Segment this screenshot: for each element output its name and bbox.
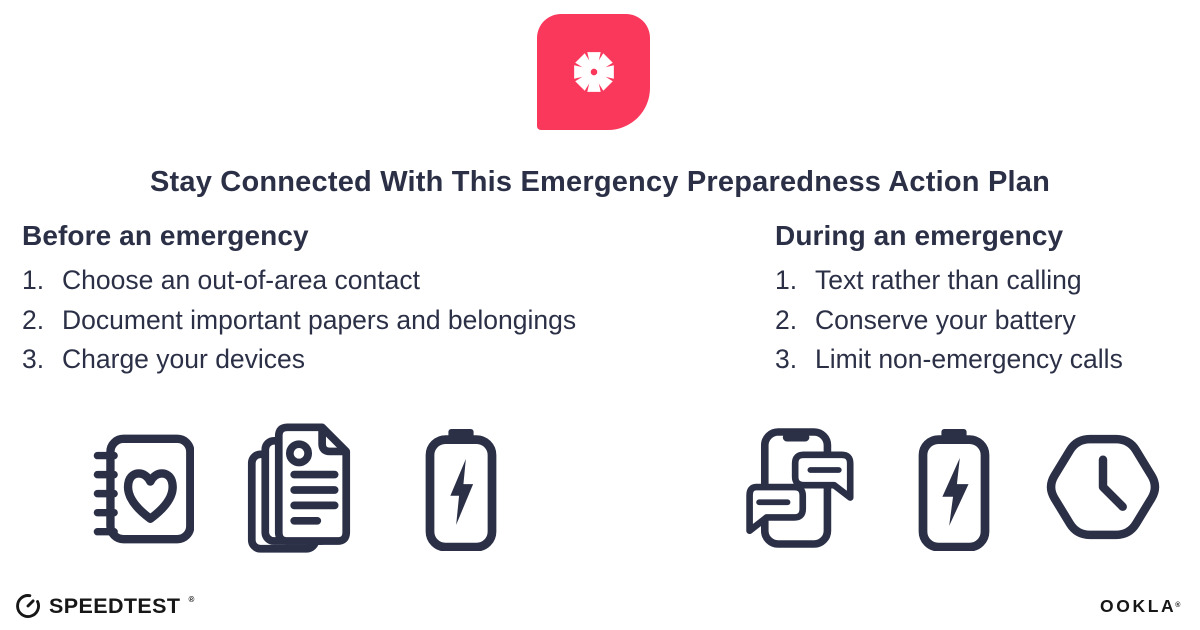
asterisk-icon — [562, 40, 626, 104]
list-item-number: 3. — [775, 344, 798, 374]
list-item-text: Charge your devices — [62, 344, 306, 374]
battery-charging-icon — [424, 427, 498, 556]
emergency-badge — [537, 14, 650, 130]
list-item-number: 2. — [22, 304, 45, 335]
speedtest-gauge-icon — [14, 592, 42, 620]
phone-messaging-icon — [742, 427, 854, 554]
list-item-number: 1. — [22, 265, 45, 295]
contact-book-heart-icon — [90, 432, 194, 551]
before-emergency-list — [22, 261, 742, 380]
list-item-text: Text rather than calling — [815, 265, 1082, 295]
list-item-text: Document important papers and belongings — [62, 304, 577, 335]
list-item-number: 1. — [775, 265, 798, 295]
battery-charging-icon — [917, 427, 991, 556]
ookla-wordmark: OOKLA — [1100, 596, 1177, 616]
before-emergency-heading: Before an emergency — [22, 220, 309, 251]
list-item — [22, 340, 742, 380]
list-item-number: 3. — [22, 344, 45, 374]
list-item — [22, 261, 742, 301]
before-emergency-section — [22, 220, 742, 380]
ookla-trademark: ® — [1175, 602, 1183, 609]
speedtest-logo — [14, 592, 193, 620]
speedtest-trademark: ® — [188, 594, 195, 604]
clock-hexagon-icon — [1042, 431, 1164, 548]
document-stack-icon — [246, 421, 352, 562]
list-item — [775, 261, 1197, 301]
list-item-text: Choose an out-of-area contact — [62, 265, 420, 295]
during-emergency-list — [775, 261, 1197, 380]
page-title: Stay Connected With This Emergency Preparedness Action Plan — [149, 166, 1051, 199]
during-emergency-section — [775, 220, 1197, 380]
list-item — [22, 301, 742, 341]
list-item — [775, 340, 1197, 380]
speedtest-wordmark: SPEEDTEST — [49, 593, 181, 618]
list-item-number: 2. — [775, 304, 798, 335]
list-item-text: Conserve your battery — [815, 304, 1076, 335]
during-emergency-heading: During an emergency — [775, 220, 1064, 251]
list-item-text: Limit non-emergency calls — [815, 344, 1123, 374]
ookla-logo — [1100, 596, 1184, 617]
list-item — [775, 301, 1197, 341]
